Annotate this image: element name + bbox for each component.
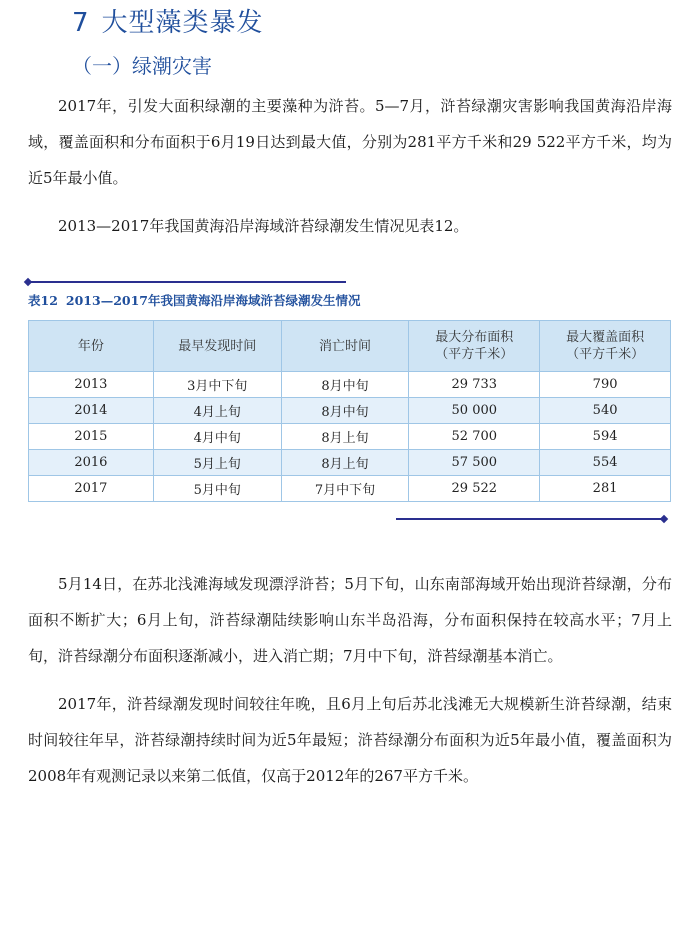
cell-first-found: 3月中下旬 (153, 372, 281, 398)
cell-max-distribution: 50 000 (409, 398, 540, 424)
col-header-disappear: 消亡时间 (281, 321, 409, 372)
table-row (29, 398, 671, 424)
cell-year: 2015 (29, 424, 154, 450)
cell-first-found: 4月上旬 (153, 398, 281, 424)
cell-first-found: 4月中旬 (153, 424, 281, 450)
col-header-max-coverage: 最大覆盖面积 （平方千米） (540, 321, 671, 372)
table-row (29, 372, 671, 398)
cell-first-found: 5月中旬 (153, 476, 281, 502)
cell-disappear: 8月中旬 (281, 372, 409, 398)
cell-disappear: 8月中旬 (281, 398, 409, 424)
cell-max-coverage: 554 (540, 450, 671, 476)
cell-year: 2017 (29, 476, 154, 502)
cell-year: 2013 (29, 372, 154, 398)
table-header-row (29, 321, 671, 372)
cell-disappear: 7月中下旬 (281, 476, 409, 502)
paragraph-timeline: 5月14日，在苏北浅滩海域发现漂浮浒苔；5月下旬，山东南部海域开始出现浒苔绿潮，分布面积不断扩大；6月上旬，浒苔绿潮陆续影响山东半岛沿海，分布面积保持在较高水平；7月上旬，浒苔绿潮分布面积逐渐减小，进入消亡期；7月中下旬，浒苔绿潮基本消亡。 (28, 575, 672, 665)
cell-max-distribution: 52 700 (409, 424, 540, 450)
cell-max-distribution: 29 733 (409, 372, 540, 398)
section-heading (72, 2, 264, 39)
cell-first-found: 5月上旬 (153, 450, 281, 476)
cell-max-coverage: 540 (540, 398, 671, 424)
cell-max-coverage: 281 (540, 476, 671, 502)
table-rule-top (28, 281, 346, 283)
green-tide-table (28, 320, 671, 502)
col-header-first-found: 最早发现时间 (153, 321, 281, 372)
table-row (29, 450, 671, 476)
table-label: 表12 (28, 293, 58, 308)
paragraph-intro: 2017年，引发大面积绿潮的主要藻种为浒苔。5—7月，浒苔绿潮灾害影响我国黄海沿岸海域，覆盖面积和分布面积于6月19日达到最大值，分别为281平方千米和29 522平方千米，均为近5年最小值。 (28, 97, 672, 187)
table-title: 2013—2017年我国黄海沿岸海域浒苔绿潮发生情况 (65, 293, 361, 308)
subsection-heading: （一）绿潮灾害 (72, 54, 212, 78)
col-header-year: 年份 (29, 321, 154, 372)
table-row (29, 424, 671, 450)
cell-max-distribution: 29 522 (409, 476, 540, 502)
cell-disappear: 8月上旬 (281, 424, 409, 450)
paragraph-table-reference: 2013—2017年我国黄海沿岸海域浒苔绿潮发生情况见表12。 (58, 217, 469, 235)
col-header-max-distribution: 最大分布面积 （平方千米） (409, 321, 540, 372)
cell-disappear: 8月上旬 (281, 450, 409, 476)
table-row (29, 476, 671, 502)
cell-max-coverage: 594 (540, 424, 671, 450)
rule-diamond-bottom (660, 515, 668, 523)
section-number: 7 (72, 8, 90, 38)
cell-max-coverage: 790 (540, 372, 671, 398)
table-rule-bottom (396, 518, 664, 520)
section-title: 大型藻类暴发 (101, 8, 264, 38)
cell-max-distribution: 57 500 (409, 450, 540, 476)
paragraph-summary: 2017年，浒苔绿潮发现时间较往年晚，且6月上旬后苏北浅滩无大规模新生浒苔绿潮，结束时间较往年早，浒苔绿潮持续时间为近5年最短；浒苔绿潮分布面积为近5年最小值，覆盖面积为2008年有观测记录以来第二低值，仅高于2012年的267平方千米。 (28, 695, 672, 785)
cell-year: 2014 (29, 398, 154, 424)
cell-year: 2016 (29, 450, 154, 476)
table-caption (28, 291, 369, 309)
